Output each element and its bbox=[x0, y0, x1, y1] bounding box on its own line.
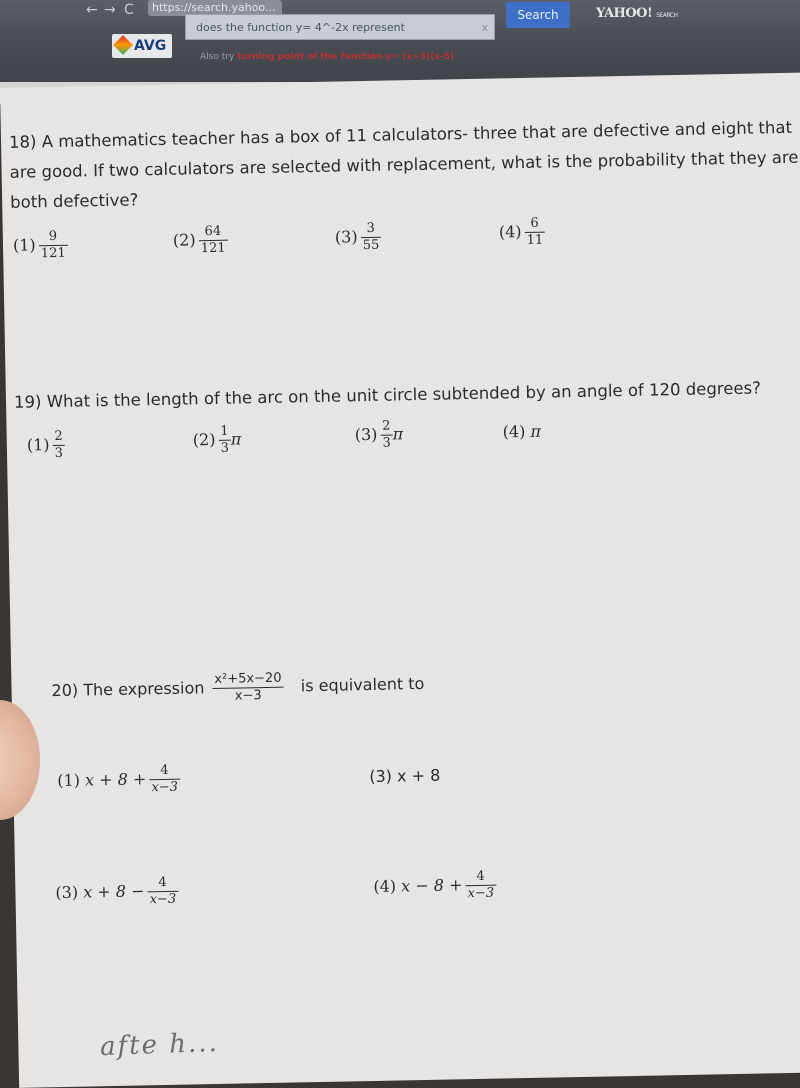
fraction bbox=[38, 229, 67, 263]
option-expression: x + 8 bbox=[396, 765, 441, 786]
denominator: 11 bbox=[526, 232, 544, 248]
q20-option-1 bbox=[57, 763, 180, 798]
option-label: (4) bbox=[498, 222, 522, 242]
fraction bbox=[380, 419, 393, 452]
option-label: (3) bbox=[334, 227, 358, 247]
q18-option-3 bbox=[335, 221, 382, 255]
q20-option-3 bbox=[55, 875, 178, 910]
denominator: x−3 bbox=[149, 891, 177, 908]
back-arrow-icon[interactable]: ← bbox=[86, 2, 98, 18]
numerator: 1 bbox=[218, 424, 231, 441]
address-bar[interactable]: https://search.yahoo... bbox=[148, 0, 282, 16]
option-expression: x − 8 + bbox=[400, 875, 463, 896]
q19-option-4 bbox=[503, 422, 542, 442]
pi-symbol: π bbox=[230, 429, 242, 449]
fraction bbox=[149, 763, 180, 797]
denominator: 3 bbox=[382, 435, 391, 451]
question-18-text: 18) A mathematics teacher has a box of 11 calculators- three that are defective and eight that are good. If two calculators are selected with replacement, what is the probability that they are both defective? bbox=[8, 117, 799, 212]
clear-search-icon[interactable]: x bbox=[481, 21, 488, 34]
q20-prefix: 20) The expression bbox=[51, 678, 205, 701]
denominator: 3 bbox=[54, 445, 64, 462]
fraction bbox=[218, 424, 231, 457]
q18-option-1 bbox=[13, 229, 68, 263]
avg-label: AVG bbox=[134, 38, 167, 54]
q20-expression-fraction bbox=[212, 671, 284, 705]
numerator: 4 bbox=[149, 763, 180, 781]
handwritten-note: afte h... bbox=[99, 1027, 220, 1063]
denominator: x−3 bbox=[151, 779, 179, 796]
option-label: (3) bbox=[55, 882, 79, 903]
question-19-text: 19) What is the length of the arc on the unit circle subtended by an angle of 120 degrees? bbox=[13, 378, 762, 412]
fraction bbox=[147, 875, 178, 909]
yahoo-brand-sub: SEARCH bbox=[656, 12, 678, 19]
search-suggestion[interactable] bbox=[200, 52, 454, 62]
denominator: x−3 bbox=[234, 688, 262, 704]
q18-option-2 bbox=[173, 224, 228, 258]
option-label: (3) bbox=[354, 424, 378, 445]
option-expression: x + 8 + bbox=[84, 769, 147, 790]
q20-suffix: is equivalent to bbox=[300, 673, 425, 696]
fraction bbox=[524, 216, 545, 249]
option-label: (4) bbox=[502, 421, 526, 442]
numerator: 2 bbox=[380, 419, 393, 436]
fraction bbox=[198, 224, 227, 258]
option-label: (2) bbox=[172, 230, 196, 250]
numerator: 4 bbox=[465, 869, 496, 887]
numerator: x²+5x−20 bbox=[212, 671, 284, 689]
avg-logo-icon bbox=[113, 35, 133, 55]
q18-option-4 bbox=[499, 216, 546, 250]
q19-option-2 bbox=[192, 423, 241, 457]
suggestion-text: turning point of the function y= (x+3)(x-5) bbox=[237, 52, 455, 62]
option-label: (4) bbox=[373, 876, 397, 896]
worksheet-paper bbox=[0, 72, 800, 1088]
option-label: (3) bbox=[369, 766, 393, 787]
numerator: 64 bbox=[198, 224, 227, 242]
numerator: 2 bbox=[52, 429, 65, 446]
pi-symbol: π bbox=[392, 424, 404, 444]
forward-arrow-icon[interactable]: → bbox=[104, 2, 116, 18]
fraction bbox=[52, 429, 65, 462]
yahoo-logo bbox=[596, 6, 678, 21]
suggestion-prefix: Also try bbox=[200, 52, 235, 62]
numerator: 4 bbox=[147, 875, 178, 893]
yahoo-brand: YAHOO! bbox=[596, 6, 653, 21]
denominator: 3 bbox=[220, 440, 230, 456]
option-label: (1) bbox=[12, 235, 36, 255]
numerator: 9 bbox=[38, 229, 67, 247]
search-query-text: does the function y= 4^-2x represent bbox=[196, 21, 405, 34]
search-button[interactable]: Search bbox=[506, 2, 570, 28]
q19-option-3 bbox=[354, 418, 403, 452]
denominator: 121 bbox=[40, 245, 66, 262]
fraction bbox=[465, 869, 496, 903]
denominator: 121 bbox=[200, 240, 226, 257]
option-label: (1) bbox=[57, 770, 81, 791]
option-label: (1) bbox=[26, 435, 50, 455]
avg-toolbar-logo bbox=[112, 34, 172, 58]
q20-option-4 bbox=[373, 869, 496, 904]
q20-option-2 bbox=[369, 766, 440, 786]
option-label: (2) bbox=[192, 429, 216, 450]
option-expression: x + 8 − bbox=[83, 881, 145, 902]
numerator: 3 bbox=[360, 221, 381, 238]
reload-icon[interactable]: C bbox=[124, 2, 134, 18]
pi-symbol: π bbox=[530, 421, 542, 441]
denominator: 55 bbox=[362, 237, 380, 254]
denominator: x−3 bbox=[467, 885, 495, 902]
search-input[interactable] bbox=[185, 14, 495, 40]
numerator: 6 bbox=[524, 216, 545, 233]
q19-option-1 bbox=[27, 429, 66, 463]
question-20-text bbox=[51, 668, 424, 708]
fraction bbox=[360, 221, 381, 254]
